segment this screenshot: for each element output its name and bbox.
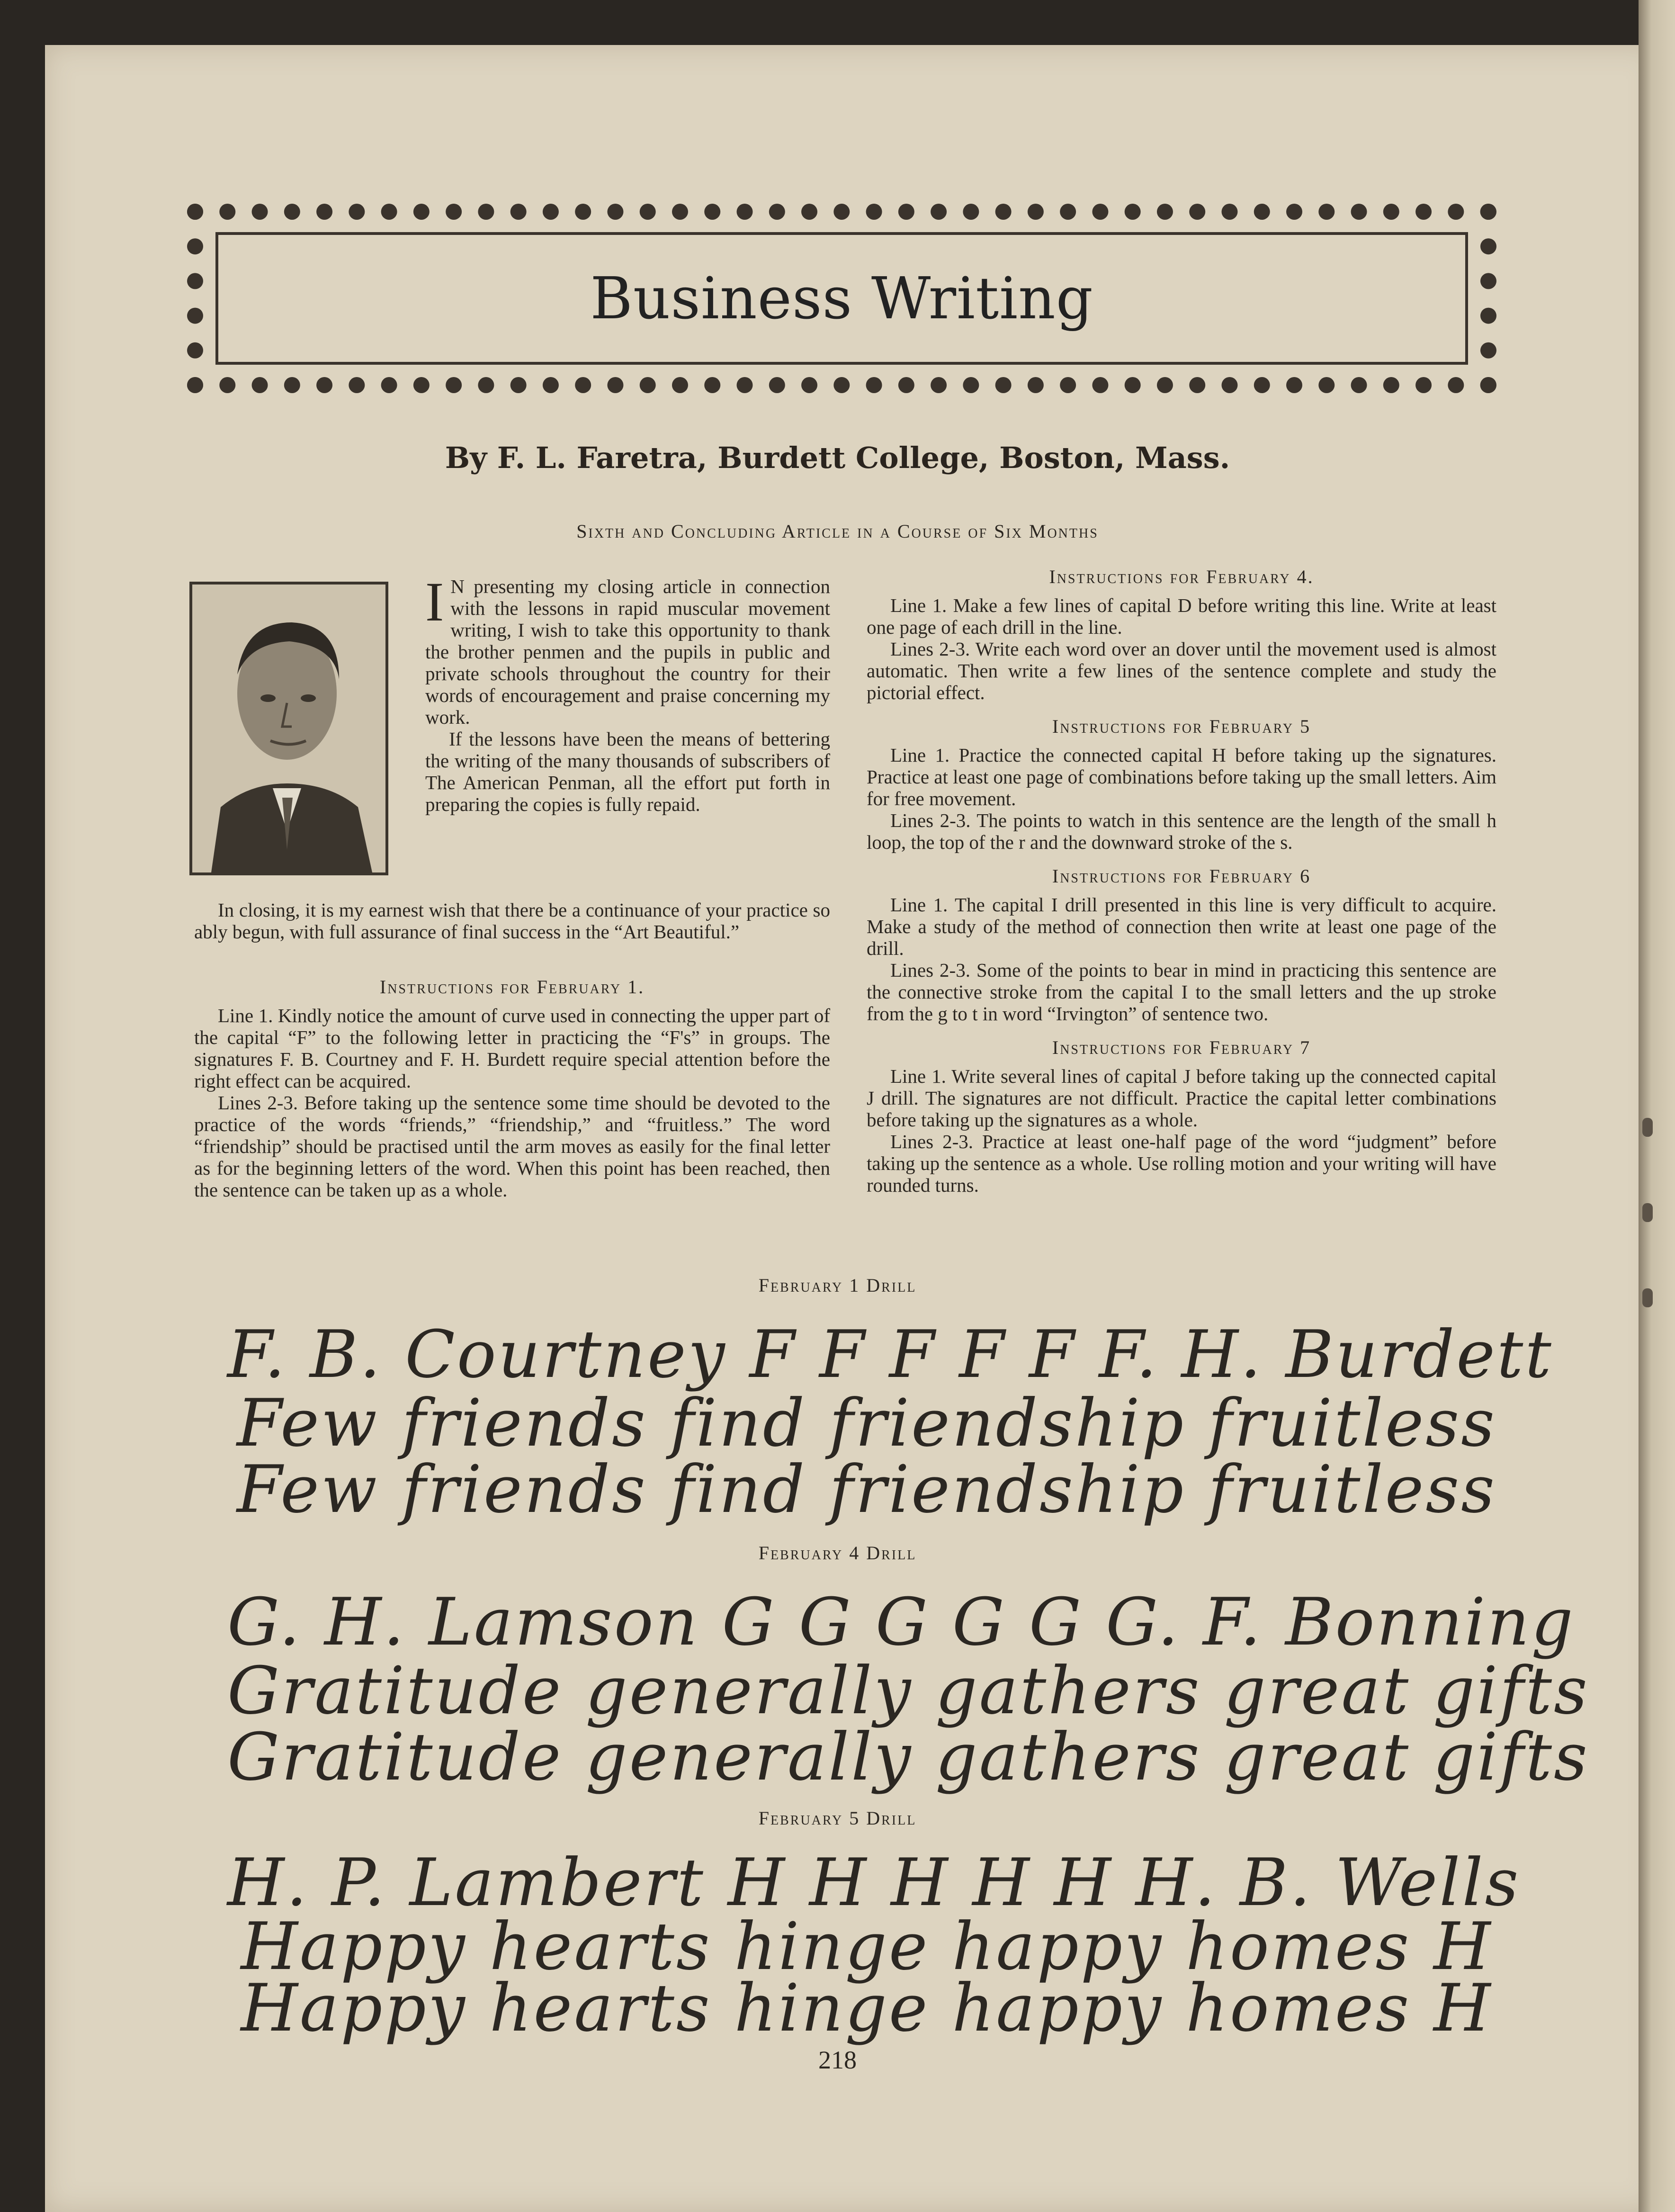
instruction-paragraph: Lines 2-3. Some of the points to bear in mind in practicing this sentence are the connective stroke from the capital I to the small letters and the up stroke from the g to t in word “Irvington” of sentence two. bbox=[867, 959, 1496, 1025]
page-number: 218 bbox=[818, 2046, 857, 2074]
instruction-paragraph: Lines 2-3. Write each word over an dover until the movement used is almost automatic. Then write a few lines of the sentence complete and study the pictorial effect. bbox=[867, 638, 1496, 703]
instruction-paragraph: Lines 2-3. The points to watch in this sentence are the length of the small h loop, the top of the r and the downward stroke of the s. bbox=[867, 809, 1496, 853]
script-line: G. H. Lamson G G G G G G. F. Bonning bbox=[227, 1584, 1575, 1660]
script-line: Few friends find friendship fruitless bbox=[237, 1385, 1496, 1461]
section-heading: Instructions for February 6 bbox=[1052, 865, 1311, 887]
script-line: Happy hearts hinge happy homes H bbox=[241, 1970, 1493, 2046]
instruction-paragraph: Line 1. The capital I drill presented in this line is very difficult to acquire. Make a study of the method of connection then write at least one page of the drill. bbox=[867, 894, 1496, 959]
section-heading: Instructions for February 1. bbox=[379, 976, 645, 998]
script-line: Few friends find friendship fruitless bbox=[237, 1451, 1496, 1528]
author-photo bbox=[189, 582, 388, 875]
binding-stitch bbox=[1642, 1203, 1653, 1222]
instruction-paragraph: Line 1. Make a few lines of capital D before writing this line. Write at least one page of each drill in the line. bbox=[867, 594, 1496, 638]
section-heading: Instructions for February 5 bbox=[1052, 716, 1311, 737]
section-heading: Instructions for February 4. bbox=[1049, 566, 1314, 587]
intro-text bbox=[425, 571, 830, 815]
page-title: Business Writing bbox=[590, 265, 1093, 332]
drop-cap: I bbox=[425, 571, 444, 633]
intro-paragraph: In closing, it is my earnest wish that there be a continuance of your practice so ably begun, with full assurance of final success in the “Art Beautiful.” bbox=[194, 899, 830, 943]
right-column bbox=[867, 566, 1496, 1196]
script-line: Gratitude generally gathers great gifts bbox=[227, 1653, 1589, 1729]
intro-closing bbox=[194, 899, 830, 943]
adjacent-page-edge bbox=[1639, 0, 1675, 2212]
script-line: H. P. Lambert H H H H H H. B. Wells bbox=[227, 1844, 1521, 1921]
script-line: F. B. Courtney F F F F F F. H. Burdett bbox=[227, 1316, 1553, 1393]
instruction-paragraph: Line 1. Kindly notice the amount of curve used in connecting the upper part of the capital “F” to the following letter in practicing the “F's” in groups. The signatures F. B. Courtney and F. H. Burdett require special attention before the right effect can be acquired. bbox=[194, 1005, 830, 1092]
portrait-image bbox=[192, 584, 385, 872]
instruction-paragraph: Line 1. Write several lines of capital J before taking up the connected capital J drill. The signatures are not difficult. Practice the capital letter combinations before taking up the signatures as a whole. bbox=[867, 1065, 1496, 1131]
drill-label: February 4 Drill bbox=[758, 1542, 917, 1564]
drill-label: February 1 Drill bbox=[758, 1275, 917, 1296]
script-line: Gratitude generally gathers great gifts bbox=[227, 1719, 1589, 1795]
byline: By F. L. Faretra, Burdett College, Boston, Mass. bbox=[445, 441, 1230, 475]
drill-label: February 5 Drill bbox=[758, 1807, 917, 1829]
subline: Sixth and Concluding Article in a Course of Six Months bbox=[576, 521, 1099, 542]
intro-paragraph: If the lessons have been the means of bettering the writing of the many thousands of subscribers of The American Penman, all the effort put forth in preparing the copies is fully repaid. bbox=[425, 728, 830, 815]
instruction-paragraph: Line 1. Practice the connected capital H before taking up the signatures. Practice at least one page of combinations before taking up the small letters. Aim for free movement. bbox=[867, 744, 1496, 809]
script-line: Happy hearts hinge happy homes H bbox=[241, 1908, 1493, 1985]
left-column bbox=[194, 964, 830, 1201]
section-heading: Instructions for February 7 bbox=[1052, 1037, 1311, 1058]
title-banner bbox=[187, 204, 1496, 393]
binding-stitch bbox=[1642, 1118, 1653, 1137]
instruction-paragraph: Lines 2-3. Before taking up the sentence some time should be devoted to the practice of the words “friends,” “friendship,” and “fruitless.” The word “friendship” should be practised until the arm moves as easily for the final letter as for the beginning letters of the word. When this point has been reached, then the sentence can be taken up as a whole. bbox=[194, 1092, 830, 1201]
intro-paragraph: N presenting my closing article in connection with the lessons in rapid muscular movement writing, I wish to take this opportunity to thank the brother penmen and the pupils in public and private schools throughout the country for their words of encouragement and praise concerning my work. bbox=[425, 575, 830, 728]
title-box bbox=[215, 232, 1468, 365]
instruction-paragraph: Lines 2-3. Practice at least one-half page of the word “judgment” before taking up the sentence as a whole. Use rolling motion and your writing will have rounded turns. bbox=[867, 1131, 1496, 1196]
